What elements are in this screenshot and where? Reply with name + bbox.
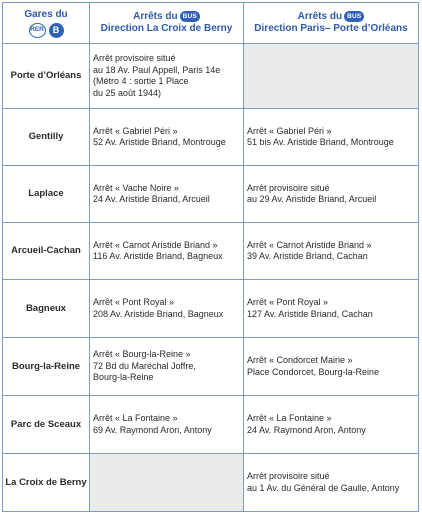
stop-cell-croix-de-berny bbox=[90, 44, 244, 109]
header-prefix: Arrêts du bbox=[297, 11, 343, 23]
stop-text-line: Arrêt « La Fontaine » bbox=[247, 413, 332, 423]
stop-cell-paris bbox=[244, 166, 419, 223]
stop-text-line: 52 Av. Aristide Briand, Montrouge bbox=[93, 137, 226, 147]
stop-text-line: Arrêt « Gabriel Péri » bbox=[93, 125, 178, 136]
stop-text-line: Arrêt « Carnot Aristide Briand » bbox=[247, 239, 372, 250]
stop-cell-paris bbox=[244, 280, 419, 338]
stop-text-line: (Métro 4 : sortie 1 Place bbox=[93, 76, 189, 86]
stop-cell-croix-de-berny bbox=[90, 223, 244, 280]
stop-text-line: 39 Av. Aristide Briand, Cachan bbox=[247, 251, 368, 261]
bus-badge-icon: BUS bbox=[344, 11, 364, 22]
empty-cell bbox=[90, 454, 244, 512]
table-body bbox=[3, 44, 419, 512]
stop-text-line: Arrêt « Gabriel Péri » bbox=[247, 125, 332, 136]
stop-text-line: 69 Av. Raymond Aron, Antony bbox=[93, 424, 212, 435]
stop-cell-paris bbox=[244, 454, 419, 512]
table-row bbox=[3, 454, 419, 512]
stop-text-line: Arrêt « Vache Noire » bbox=[93, 182, 179, 193]
table-row bbox=[3, 396, 419, 454]
table-row bbox=[3, 44, 419, 109]
stop-cell-paris bbox=[244, 338, 419, 396]
header-stations bbox=[3, 3, 90, 44]
station-name: Laplace bbox=[3, 166, 90, 223]
stop-cell-croix-de-berny bbox=[90, 109, 244, 166]
table-row bbox=[3, 223, 419, 280]
stop-cell-paris bbox=[244, 223, 419, 280]
stop-text-line: Arrêt « La Fontaine » bbox=[93, 413, 178, 423]
table-header bbox=[3, 3, 419, 44]
header-direction-paris bbox=[244, 3, 419, 44]
stop-text-line: 24 Av. Raymond Aron, Antony bbox=[247, 424, 366, 435]
stop-text-line: Arrêt « Pont Royal » bbox=[93, 297, 175, 307]
stop-cell-croix-de-berny bbox=[90, 396, 244, 454]
header-prefix: Arrêts du bbox=[133, 11, 178, 23]
stop-text-line: Arrêt provisoire situé bbox=[247, 182, 330, 193]
stop-text-line: Arrêt « Carnot Aristide Briand » bbox=[93, 239, 218, 250]
station-name: Parc de Sceaux bbox=[3, 396, 90, 454]
stop-text-line: Arrêt « Condorcet Mairie » bbox=[247, 355, 353, 365]
table-row bbox=[3, 166, 419, 223]
station-name: Arcueil-Cachan bbox=[3, 223, 90, 280]
stop-text-line: 127 Av. Aristide Briand, Cachan bbox=[247, 308, 373, 319]
stop-cell-croix-de-berny bbox=[90, 280, 244, 338]
stop-text-line: au 1 Av. du Général de Gaulle, Antony bbox=[247, 482, 400, 493]
stop-text-line: 116 Av. Aristide Briand, Bagneux bbox=[93, 251, 223, 261]
stop-cell-paris bbox=[244, 396, 419, 454]
rer-logo-icon: RER bbox=[29, 23, 46, 38]
header-direction-croix-de-berny bbox=[90, 3, 244, 44]
stop-text-line: 72 Bd du Maréchal Joffre, bbox=[93, 360, 196, 371]
stop-text-line: Arrêt provisoire situé bbox=[247, 471, 330, 481]
bus-badge-icon: BUS bbox=[180, 11, 200, 22]
station-name: Gentilly bbox=[3, 109, 90, 166]
stop-text-line: Arrêt « Pont Royal » bbox=[247, 297, 329, 307]
stop-text-line: au 18 Av. Paul Appell, Paris 14e bbox=[93, 64, 221, 75]
header-direction: Direction Paris– Porte d’Orléans bbox=[254, 23, 408, 35]
table-row bbox=[3, 280, 419, 338]
rer-b-logo bbox=[3, 23, 89, 38]
station-name: Porte d’Orléans bbox=[3, 44, 90, 109]
stop-text-line: du 25 août 1944) bbox=[93, 87, 162, 98]
stop-text-line: Arrêt provisoire situé bbox=[93, 53, 176, 63]
header-stations-label: Gares du bbox=[24, 8, 68, 20]
stop-text-line: 24 Av. Aristide Briand, Arcueil bbox=[93, 194, 210, 204]
stop-cell-croix-de-berny bbox=[90, 166, 244, 223]
empty-cell bbox=[244, 44, 419, 109]
stop-text-line: 51 bis Av. Aristide Briand, Montrouge bbox=[247, 137, 394, 147]
table-row bbox=[3, 338, 419, 396]
stop-text-line: Arrêt « Bourg-la-Reine » bbox=[93, 349, 191, 360]
table-row bbox=[3, 109, 419, 166]
header-direction: Direction La Croix de Berny bbox=[100, 23, 233, 35]
stop-text-line: Place Condorcet, Bourg-la-Reine bbox=[247, 366, 380, 377]
stop-cell-paris bbox=[244, 109, 419, 166]
stop-cell-croix-de-berny bbox=[90, 338, 244, 396]
stop-text-line: 208 Av. Aristide Briand, Bagneux bbox=[93, 308, 224, 319]
station-name: Bagneux bbox=[3, 280, 90, 338]
station-name: Bourg-la-Reine bbox=[3, 338, 90, 396]
station-name: La Croix de Berny bbox=[3, 454, 90, 512]
stop-text-line: Bourg-la-Reine bbox=[93, 372, 154, 383]
stop-text-line: au 29 Av. Aristide Briand, Arcueil bbox=[247, 194, 377, 204]
line-b-icon: B bbox=[49, 23, 64, 38]
stops-table bbox=[2, 2, 419, 512]
